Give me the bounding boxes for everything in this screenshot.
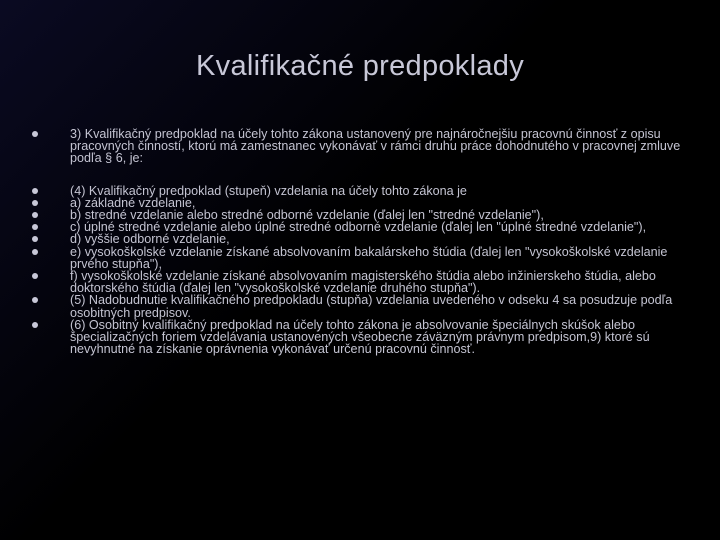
list-item-text: (5) Nadobudnutie kvalifikačného predpokladu (stupňa) vzdelania uvedeného v odseku 4 sa posudzuje podľa osobitných predpisov. [70,293,673,320]
list-item [32,270,682,294]
bullet-icon [32,200,38,206]
list-item-text: (4) Kvalifikačný predpoklad (stupeň) vzdelania na účely tohto zákona je [70,183,467,198]
list-item-text: d) vyššie odborné vzdelanie, [70,232,230,247]
list-item-text: e) vysokoškolské vzdelanie získané absolvovaním bakalárskeho štúdia (ďalej len "vysokoškolské vzdelanie prvého stupňa"), [70,244,668,271]
list-item-text: c) úplné stredné vzdelanie alebo úplné stredné odborné vzdelanie (ďalej len "úplné stredné vzdelanie"), [70,220,647,235]
bullet-icon [32,297,38,303]
slide-title: Kvalifikačné predpoklady [196,50,524,82]
bullet-icon [32,224,38,230]
list-item-text: f) vysokoškolské vzdelanie získané absolvovaním magisterského štúdia alebo inžinierskeho štúdia, alebo doktorského štúdia (ďalej len "vysokoškolské vzdelanie druhého stupňa"). [70,269,656,296]
list-item [32,128,682,165]
bullet-icon [32,236,38,242]
list-item-text: (6) Osobitný kvalifikačný predpoklad na účely tohto zákona je absolvovanie špeciálnych skúšok alebo špecializačných foriem vzdelávania ustanovených všeobecne záväzným právnym predpisom,9) ktoré sú nevyhnutné na získanie oprávnenia vykonávať určenú pracovnú činnosť. [70,317,650,357]
list-item-text: a) základné vzdelanie, [70,195,196,210]
bullet-icon [32,273,38,279]
list-item-text: b) stredné vzdelanie alebo stredné odborné vzdelanie (ďalej len "stredné vzdelanie"), [70,208,544,223]
list-item [32,319,682,356]
bullet-icon [32,188,38,194]
bullet-icon [32,212,38,218]
list-item [32,294,682,318]
bullet-icon [32,249,38,255]
list-item-text: 3) Kvalifikačný predpoklad na účely tohto zákona ustanovený pre najnáročnejšiu pracovnú činnosť z opisu pracovných činností, ktorú má zamestnanec vykonávať v rámci druhu práce dohodnutého v pracovnej zmluve podľa § 6, je: [70,127,681,166]
bullet-icon [32,131,38,137]
bullet-icon [32,322,38,328]
bullet-list [32,128,682,355]
list-item [32,246,682,270]
